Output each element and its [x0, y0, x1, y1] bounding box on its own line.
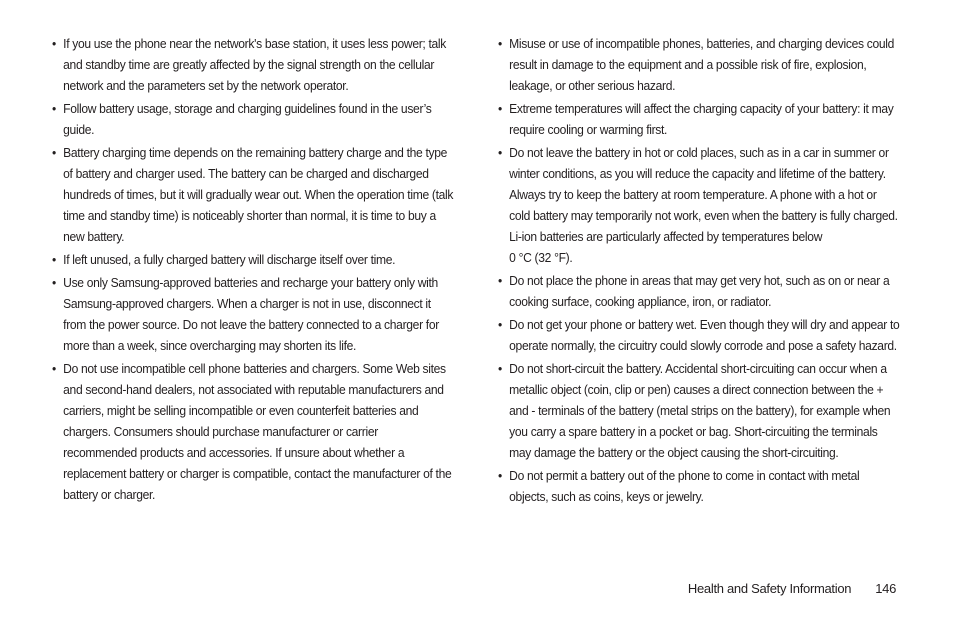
- bullet-item: [498, 142, 900, 268]
- bullet-item: [52, 249, 454, 270]
- bullet-text: If left unused, a fully charged battery will discharge itself over time.: [63, 252, 396, 267]
- bullet-dot: •: [52, 275, 56, 290]
- bullet-text: Use only Samsung-approved batteries and recharge your battery only with Samsung-approved chargers. When a charger is not in use, disconnect it from the power source. Do not leave the battery connected to a charger for more than a week, since overcharging may shorten its life.: [63, 275, 439, 353]
- bullet-dot: •: [498, 145, 502, 160]
- bullet-text: Follow battery usage, storage and charging guidelines found in the user’s guide.: [63, 101, 432, 137]
- bullet-dot: •: [498, 361, 502, 376]
- bullet-dot: •: [52, 145, 56, 160]
- bullet-item: [52, 142, 454, 247]
- bullet-item: [498, 358, 900, 463]
- left-column: [52, 33, 452, 507]
- bullet-text: Do not leave the battery in hot or cold places, such as in a car in summer or winter conditions, as you will reduce the capacity and lifetime of the battery. Always try to keep the battery at room temperature. A phone with a hot or cold battery may temporarily not work, even when the battery is fully charged. Li-ion batteries are particularly affected by temperatures below 0 °C (32 °F).: [509, 145, 898, 265]
- right-column: [498, 33, 898, 509]
- bullet-dot: •: [498, 317, 502, 332]
- bullet-text: Do not use incompatible cell phone batteries and chargers. Some Web sites and second-hand dealers, not associated with reputable manufacturers and carriers, might be selling incompatible or even counterfeit batteries and chargers. Consumers should purchase manufacturer or carrier recommended products and accessories. If unsure about whether a replacement battery or charger is compatible, contact the manufacturer of the battery or charger.: [63, 361, 452, 502]
- bullet-dot: •: [52, 36, 56, 51]
- bullet-text: Extreme temperatures will affect the charging capacity of your battery: it may require cooling or warming first.: [509, 101, 894, 137]
- bullet-text: If you use the phone near the network's base station, it uses less power; talk and standby time are greatly affected by the signal strength on the cellular network and the parameters set by the network operator.: [63, 36, 447, 93]
- bullet-dot: •: [498, 101, 502, 116]
- bullet-dot: •: [52, 361, 56, 376]
- bullet-dot: •: [498, 36, 502, 51]
- page-number: 146: [875, 581, 896, 596]
- bullet-item: [52, 272, 454, 356]
- bullet-item: [498, 465, 900, 507]
- bullet-text: Do not place the phone in areas that may get very hot, such as on or near a cooking surface, cooking appliance, iron, or radiator.: [509, 273, 890, 309]
- footer-section-title: Health and Safety Information: [687, 581, 852, 596]
- bullet-text: Do not short-circuit the battery. Accidental short-circuiting can occur when a metallic object (coin, clip or pen) causes a direct connection between the + and - terminals of the battery (metal strips on the battery), for example when you carry a spare battery in a pocket or bag. Short-circuiting the terminals may damage the battery or the object causing the short-circuiting.: [509, 361, 891, 460]
- bullet-text: Do not get your phone or battery wet. Even though they will dry and appear to operate normally, the circuitry could slowly corrode and pose a safety hazard.: [509, 317, 900, 353]
- bullet-dot: •: [498, 273, 502, 288]
- page-footer: [688, 578, 896, 599]
- bullet-text: Battery charging time depends on the remaining battery charge and the type of battery and charger used. The battery can be charged and discharged hundreds of times, but it will gradually wear out. When the operation time (talk time and standby time) is noticeably shorter than normal, it is time to buy a new battery.: [63, 145, 454, 244]
- bullet-item: [498, 270, 900, 312]
- bullet-dot: •: [52, 101, 56, 116]
- bullet-item: [52, 98, 454, 140]
- bullet-dot: •: [498, 468, 502, 483]
- bullet-item: [52, 33, 454, 96]
- bullet-text: Do not permit a battery out of the phone to come in contact with metal objects, such as coins, keys or jewelry.: [509, 468, 860, 504]
- bullet-dot: •: [52, 252, 56, 267]
- bullet-item: [498, 98, 900, 140]
- bullet-item: [498, 314, 900, 356]
- bullet-item: [52, 358, 454, 505]
- bullet-text: Misuse or use of incompatible phones, batteries, and charging devices could result in damage to the equipment and a possible risk of fire, explosion, leakage, or other serious hazard.: [509, 36, 895, 93]
- bullet-item: [498, 33, 900, 96]
